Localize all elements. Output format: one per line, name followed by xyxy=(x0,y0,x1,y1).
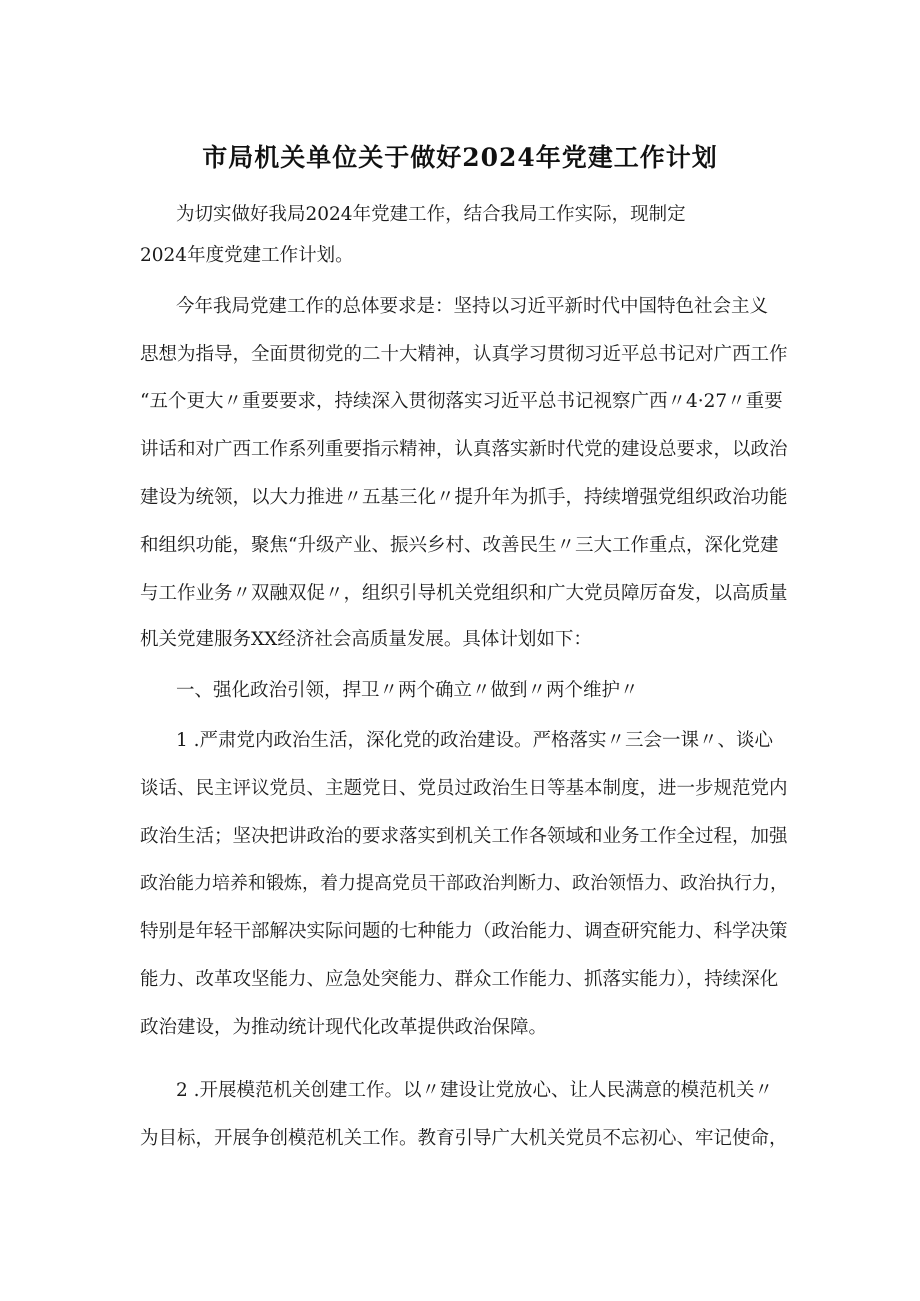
paragraph-line: 政治建设，为推动统计现代化改革提供政治保障。 xyxy=(140,1017,548,1038)
paragraph-line: 讲话和对广西工作系列重要指示精神，认真落实新时代党的建设总要求，以政治 xyxy=(140,439,788,460)
paragraph-line: 能力、改革攻坚能力、应急处突能力、群众工作能力、抓落实能力），持续深化 xyxy=(140,969,779,990)
paragraph-line: 今年我局党建工作的总体要求是：坚持以习近平新时代中国特色社会主义 xyxy=(176,296,769,317)
paragraph-line: 谈话、民主评议党员、主题党日、党员过政治生日等基本制度，进一步规范党内 xyxy=(140,778,788,799)
paragraph-line: 2024年度党建工作计划。 xyxy=(140,245,354,266)
paragraph-line: 政治生活；坚决把讲政治的要求落实到机关工作各领域和业务工作全过程，加强 xyxy=(140,826,788,847)
paragraph-line: 2 .开展模范机关创建工作。以〃建设让党放心、让人民满意的模范机关〃 xyxy=(176,1080,774,1101)
paragraph-line: 为切实做好我局2024年党建工作，结合我局工作实际，现制定 xyxy=(176,204,686,225)
paragraph-line: 特别是年轻干部解决实际问题的七种能力（政治能力、调查研究能力、科学决策 xyxy=(140,921,788,942)
paragraph-line: 思想为指导，全面贯彻党的二十大精神，认真学习贯彻习近平总书记对广西工作 xyxy=(140,344,788,365)
paragraph-line: 与工作业务〃双融双促〃，组织引导机关党组织和广大党员障厉奋发，以高质量 xyxy=(140,583,788,604)
paragraph-line: 机关党建服务XX经济社会高质量发展。具体计划如下： xyxy=(140,629,592,650)
paragraph-line: 和组织功能，聚焦“升级产业、振兴乡村、改善民生〃三大工作重点，深化党建 xyxy=(140,535,779,556)
paragraph-line: 政治能力培养和锻炼，着力提高党员干部政治判断力、政治领悟力、政治执行力， xyxy=(140,873,788,894)
paragraph-line: 1 .严肃党内政治生活，深化党的政治建设。严格落实〃三会一课〃、谈心 xyxy=(176,730,774,751)
paragraph-line: 为目标，开展争创模范机关工作。教育引导广大机关党员不忘初心、牢记使命， xyxy=(140,1128,788,1149)
document-title: 市局机关单位关于做好2024年党建工作计划 xyxy=(202,143,718,172)
paragraph-line: “五个更大〃重要要求，持续深入贯彻落实习近平总书记视察广西〃4·27〃重要 xyxy=(140,391,783,412)
paragraph-line: 建设为统领，以大力推进〃五基三化〃提升年为抓手，持续增强党组织政治功能 xyxy=(140,487,788,508)
section-heading: 一、强化政治引领，捍卫〃两个确立〃做到〃两个维护〃 xyxy=(176,680,639,701)
